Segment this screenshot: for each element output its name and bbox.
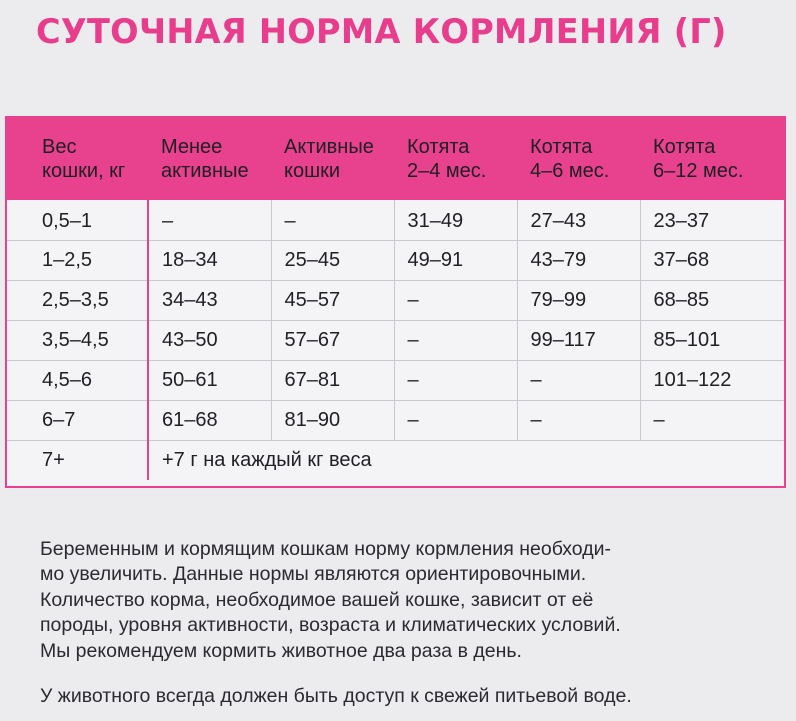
cell-weight: 4,5–6 [7, 360, 148, 400]
cell: 25–45 [271, 240, 394, 280]
table-row [7, 320, 784, 360]
cell: 43–50 [148, 320, 271, 360]
cell: 57–67 [271, 320, 394, 360]
cell-weight: 0,5–1 [7, 200, 148, 240]
notes-paragraph [40, 537, 785, 664]
cell-weight: 6–7 [7, 400, 148, 440]
cell: 43–79 [517, 240, 640, 280]
notes-line: Беременным и кормящим кошкам норму кормления необходи- [40, 538, 611, 560]
cell-weight: 3,5–4,5 [7, 320, 148, 360]
header-less-active: Менее активные [161, 136, 249, 182]
notes-line: породы, уровня активности, возраста и климатических условий. [40, 614, 621, 637]
cell: 81–90 [271, 400, 394, 440]
table-header-row [7, 118, 784, 200]
cell: 85–101 [640, 320, 784, 360]
cell: – [394, 280, 517, 320]
cell-extra-note: +7 г на каждый кг веса [162, 448, 372, 471]
cell: 31–49 [394, 200, 517, 240]
table-row [7, 200, 784, 240]
cell: 101–122 [640, 360, 784, 400]
cell: – [271, 200, 394, 240]
feeding-table-container [5, 116, 786, 488]
cell-weight: 1–2,5 [7, 240, 148, 280]
cell: 27–43 [517, 200, 640, 240]
header-kittens-6-12: Котята 6–12 мес. [653, 136, 744, 182]
cell: 99–117 [517, 320, 640, 360]
water-note: У животного всегда должен быть доступ к свежей питьевой воде. [40, 685, 632, 707]
cell-weight: 2,5–3,5 [7, 280, 148, 320]
cell: – [394, 360, 517, 400]
cell: – [517, 360, 640, 400]
header-kittens-4-6: Котята 4–6 мес. [530, 136, 610, 182]
cell: 37–68 [640, 240, 784, 280]
cell: 45–57 [271, 280, 394, 320]
cell: 61–68 [148, 400, 271, 440]
cell: 49–91 [394, 240, 517, 280]
cell: – [394, 400, 517, 440]
notes-line: мо увеличить. Данные нормы являются ориентировочными. [40, 563, 587, 586]
cell: 79–99 [517, 280, 640, 320]
table-row [7, 400, 784, 440]
table-row [7, 240, 784, 280]
cell: – [640, 400, 784, 440]
cell: 34–43 [148, 280, 271, 320]
cell-weight: 7+ [7, 440, 148, 480]
cell: 67–81 [271, 360, 394, 400]
page-title: СУТОЧНАЯ НОРМА КОРМЛЕНИЯ (Г) [36, 12, 727, 51]
cell: 50–61 [148, 360, 271, 400]
cell: 68–85 [640, 280, 784, 320]
header-active: Активные кошки [284, 136, 374, 182]
cell: – [517, 400, 640, 440]
cell: – [394, 320, 517, 360]
notes-line: Количество корма, необходимое вашей кошке, зависит от её [40, 588, 594, 611]
feeding-table [7, 118, 784, 480]
notes-line: Мы рекомендуем кормить животное два раза в день. [40, 639, 522, 662]
header-kittens-2-4: Котята 2–4 мес. [407, 136, 487, 182]
cell: – [148, 200, 271, 240]
header-weight: Вес кошки, кг [42, 136, 126, 182]
table-row-last [7, 440, 784, 480]
table-row [7, 360, 784, 400]
cell: 23–37 [640, 200, 784, 240]
table-row [7, 280, 784, 320]
cell: 18–34 [148, 240, 271, 280]
